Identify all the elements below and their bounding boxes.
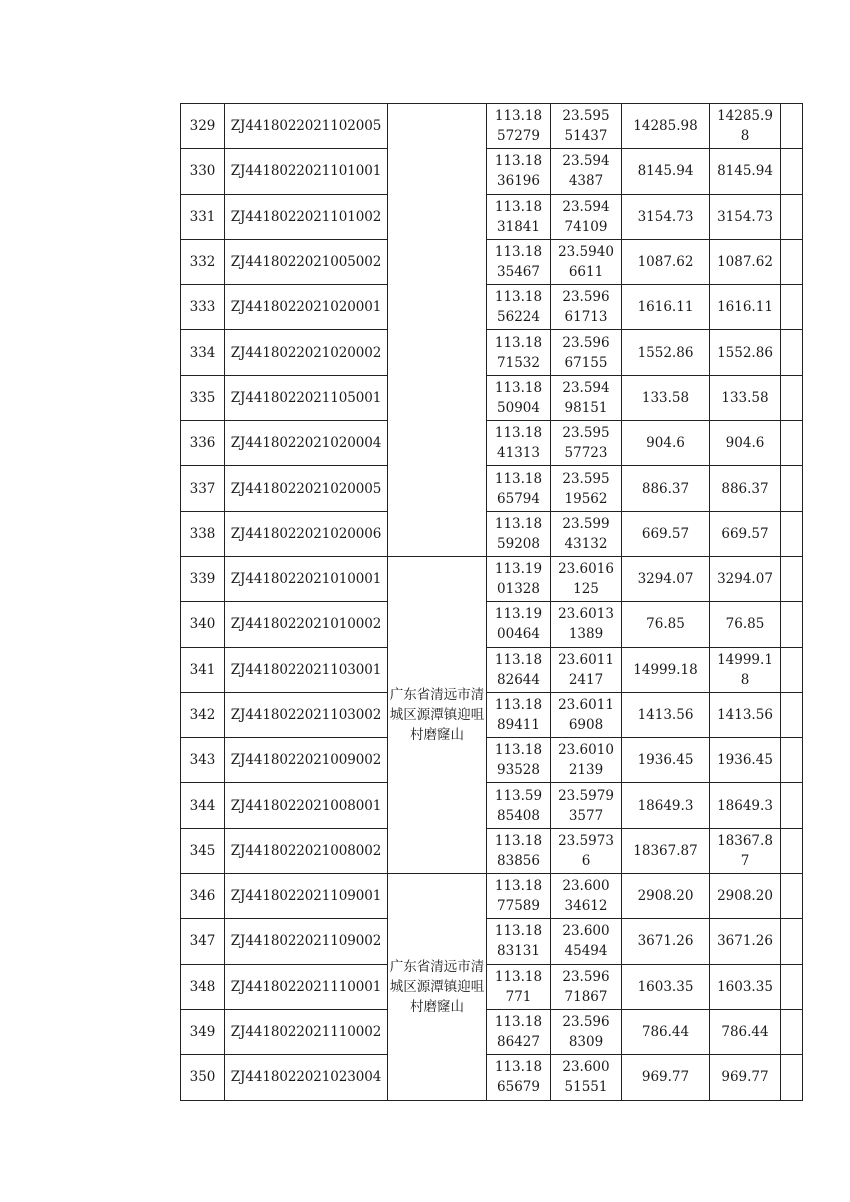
latitude-part: 51551 (564, 1079, 608, 1096)
latitude-part: 57723 (564, 445, 608, 462)
area-value-2 (710, 556, 781, 601)
note-cell (781, 1055, 803, 1100)
parcel-code: ZJ4418022021105001 (225, 375, 388, 420)
latitude-part: 6 (581, 852, 591, 869)
area-value-2 (710, 738, 781, 783)
latitude-part: 23.600 (562, 878, 610, 895)
row-number: 332 (181, 239, 225, 284)
latitude-cell (551, 692, 622, 737)
table-row (181, 964, 803, 1009)
table-row (181, 421, 803, 466)
area-value: 14999.18 (622, 647, 710, 692)
table-row (181, 149, 803, 194)
longitude-part: 36196 (497, 173, 540, 190)
longitude-part: 65794 (497, 490, 540, 507)
area-value-2-part: 1616.11 (717, 299, 773, 316)
longitude-part: 65679 (497, 1079, 540, 1096)
note-cell (781, 874, 803, 919)
longitude-part: 113.18 (494, 651, 543, 668)
longitude-cell (487, 421, 551, 466)
area-value-2-part: 133.58 (721, 389, 769, 406)
area-value-2-part: 1087.62 (717, 254, 773, 271)
area-value-2 (710, 602, 781, 647)
longitude-part: 59208 (497, 535, 540, 552)
area-value-2 (710, 466, 781, 511)
parcel-code: ZJ4418022021008002 (225, 828, 388, 873)
row-number: 348 (181, 964, 225, 1009)
longitude-part: 50904 (497, 399, 540, 416)
latitude-part: 61713 (564, 309, 608, 326)
area-value: 76.85 (622, 602, 710, 647)
area-value-2-part: 3154.73 (717, 208, 773, 225)
latitude-cell (551, 602, 622, 647)
longitude-part: 113.59 (494, 787, 543, 804)
latitude-part: 23.599 (562, 515, 610, 532)
area-value-2-part: 18367.8 (717, 832, 773, 849)
longitude-part: 113.18 (494, 742, 543, 759)
area-value-2 (710, 874, 781, 919)
note-cell (781, 964, 803, 1009)
longitude-part: 113.18 (494, 470, 543, 487)
area-value-2 (710, 1055, 781, 1100)
row-number: 335 (181, 375, 225, 420)
area-value: 3671.26 (622, 919, 710, 964)
longitude-cell (487, 104, 551, 149)
row-number: 334 (181, 330, 225, 375)
table-row (181, 104, 803, 149)
longitude-cell (487, 466, 551, 511)
note-cell (781, 647, 803, 692)
longitude-cell (487, 874, 551, 919)
latitude-part: 23.596 (562, 289, 610, 306)
row-number: 331 (181, 194, 225, 239)
note-cell (781, 466, 803, 511)
location-cell: 广东省清远市清城区源潭镇迎咀村磨窿山 (388, 874, 487, 1100)
longitude-part: 56224 (497, 309, 540, 326)
latitude-part: 23.595 (562, 470, 610, 487)
latitude-cell (551, 647, 622, 692)
parcel-code: ZJ4418022021109002 (225, 919, 388, 964)
row-number: 344 (181, 783, 225, 828)
latitude-cell (551, 738, 622, 783)
table-row (181, 466, 803, 511)
area-value-2-part: 14999.1 (717, 651, 773, 668)
longitude-cell (487, 511, 551, 556)
area-value: 1936.45 (622, 738, 710, 783)
area-value: 786.44 (622, 1009, 710, 1054)
longitude-part: 82644 (497, 671, 540, 688)
area-value-2 (710, 964, 781, 1009)
area-value: 886.37 (622, 466, 710, 511)
latitude-part: 2139 (568, 762, 604, 779)
row-number: 340 (181, 602, 225, 647)
area-value-2-part: 8 (740, 671, 750, 688)
area-value-2-part: 1413.56 (717, 707, 773, 723)
area-value-2-part: 969.77 (721, 1069, 769, 1086)
area-value: 14285.98 (622, 104, 710, 149)
area-value-2-part: 3671.26 (717, 933, 773, 950)
parcel-code: ZJ4418022021020004 (225, 421, 388, 466)
latitude-cell (551, 1009, 622, 1054)
area-value: 18649.3 (622, 783, 710, 828)
table-row (181, 1009, 803, 1054)
longitude-cell (487, 692, 551, 737)
longitude-cell (487, 964, 551, 1009)
table-row (181, 556, 803, 601)
area-value-2-part: 8 (740, 128, 750, 145)
longitude-cell (487, 149, 551, 194)
latitude-part: 23.596 (562, 1014, 610, 1031)
area-value-2 (710, 285, 781, 330)
latitude-part: 23.6011 (558, 651, 614, 668)
longitude-cell (487, 738, 551, 783)
longitude-cell (487, 647, 551, 692)
longitude-part: 113.18 (494, 198, 543, 215)
parcel-code: ZJ4418022021020002 (225, 330, 388, 375)
area-value-2-part: 904.6 (725, 435, 765, 452)
note-cell (781, 783, 803, 828)
latitude-cell (551, 466, 622, 511)
parcel-code: ZJ4418022021020005 (225, 466, 388, 511)
latitude-part: 8309 (568, 1034, 604, 1051)
latitude-cell (551, 556, 622, 601)
table-row (181, 602, 803, 647)
longitude-cell (487, 330, 551, 375)
area-value-2 (710, 692, 781, 737)
parcel-code: ZJ4418022021110001 (225, 964, 388, 1009)
longitude-part: 113.19 (494, 606, 543, 623)
longitude-cell (487, 783, 551, 828)
longitude-part: 35467 (497, 264, 540, 281)
latitude-part: 4387 (568, 173, 604, 190)
area-value-2 (710, 919, 781, 964)
table-row (181, 738, 803, 783)
area-value: 18367.87 (622, 828, 710, 873)
longitude-part: 86427 (497, 1034, 540, 1051)
area-value: 969.77 (622, 1055, 710, 1100)
parcel-code: ZJ4418022021020006 (225, 511, 388, 556)
longitude-part: 71532 (497, 354, 540, 371)
row-number: 346 (181, 874, 225, 919)
latitude-cell (551, 375, 622, 420)
table-row (181, 330, 803, 375)
parcel-code: ZJ4418022021010002 (225, 602, 388, 647)
table-row (181, 239, 803, 284)
row-number: 347 (181, 919, 225, 964)
parcel-code: ZJ4418022021101001 (225, 149, 388, 194)
longitude-cell (487, 375, 551, 420)
latitude-part: 23.595 (562, 425, 610, 442)
longitude-part: 113.18 (494, 515, 543, 532)
area-value: 669.57 (622, 511, 710, 556)
note-cell (781, 692, 803, 737)
longitude-part: 83856 (497, 852, 540, 869)
area-value-2-part: 18649.3 (717, 797, 773, 814)
area-value-2 (710, 375, 781, 420)
table-row (181, 874, 803, 919)
latitude-part: 51437 (564, 128, 608, 145)
longitude-part: 771 (505, 988, 532, 1005)
latitude-cell (551, 104, 622, 149)
latitude-cell (551, 285, 622, 330)
longitude-part: 113.18 (494, 968, 543, 985)
row-number: 350 (181, 1055, 225, 1100)
latitude-part: 98151 (564, 399, 608, 416)
area-value: 1616.11 (622, 285, 710, 330)
parcel-code: ZJ4418022021005002 (225, 239, 388, 284)
area-value-2 (710, 194, 781, 239)
longitude-cell (487, 556, 551, 601)
latitude-cell (551, 194, 622, 239)
table-row (181, 1055, 803, 1100)
note-cell (781, 239, 803, 284)
parcel-code: ZJ4418022021103002 (225, 692, 388, 737)
note-cell (781, 1009, 803, 1054)
row-number: 345 (181, 828, 225, 873)
area-value-2-part: 8145.94 (717, 163, 773, 180)
longitude-part: 00464 (497, 626, 540, 643)
area-value-2-part: 786.44 (721, 1024, 769, 1041)
parcel-code: ZJ4418022021009002 (225, 738, 388, 783)
note-cell (781, 421, 803, 466)
area-value-2 (710, 511, 781, 556)
note-cell (781, 330, 803, 375)
location-cell: 广东省清远市清城区源潭镇迎咀村磨窿山 (388, 556, 487, 873)
table-row (181, 647, 803, 692)
latitude-part: 23.5973 (558, 832, 614, 849)
longitude-cell (487, 285, 551, 330)
latitude-part: 67155 (564, 354, 608, 371)
latitude-part: 23.6013 (558, 606, 614, 623)
parcel-code: ZJ4418022021020001 (225, 285, 388, 330)
table-row (181, 194, 803, 239)
area-value-2-part: 2908.20 (717, 888, 773, 905)
row-number: 338 (181, 511, 225, 556)
latitude-part: 3577 (568, 807, 604, 824)
longitude-cell (487, 1055, 551, 1100)
longitude-cell (487, 602, 551, 647)
longitude-part: 113.18 (494, 244, 543, 261)
longitude-part: 41313 (497, 445, 540, 462)
longitude-part: 113.18 (494, 334, 543, 351)
longitude-part: 93528 (497, 762, 540, 779)
area-value-2 (710, 330, 781, 375)
area-value-2-part: 14285.9 (717, 108, 773, 125)
area-value-2-part: 76.85 (725, 616, 765, 633)
latitude-part: 1389 (568, 626, 604, 643)
area-value-2-part: 1552.86 (717, 344, 773, 361)
note-cell (781, 285, 803, 330)
area-value: 2908.20 (622, 874, 710, 919)
longitude-part: 113.19 (494, 561, 543, 578)
longitude-cell (487, 919, 551, 964)
longitude-part: 85408 (497, 807, 540, 824)
area-value: 1552.86 (622, 330, 710, 375)
latitude-part: 23.6011 (558, 697, 614, 713)
area-value-2-part: 1603.35 (717, 978, 773, 995)
row-number: 333 (181, 285, 225, 330)
row-number: 342 (181, 692, 225, 737)
longitude-part: 113.18 (494, 697, 543, 713)
area-value: 3294.07 (622, 556, 710, 601)
area-value-2-part: 886.37 (721, 480, 769, 497)
area-value: 904.6 (622, 421, 710, 466)
latitude-part: 23.596 (562, 334, 610, 351)
longitude-part: 113.18 (494, 108, 543, 125)
note-cell (781, 194, 803, 239)
area-value-2 (710, 104, 781, 149)
longitude-cell (487, 239, 551, 284)
area-value: 1413.56 (622, 692, 710, 737)
latitude-part: 23.594 (562, 153, 610, 170)
table-row (181, 828, 803, 873)
parcel-code: ZJ4418022021101002 (225, 194, 388, 239)
note-cell (781, 602, 803, 647)
latitude-part: 23.600 (562, 923, 610, 940)
longitude-part: 31841 (497, 218, 540, 235)
row-number: 339 (181, 556, 225, 601)
longitude-part: 83131 (497, 943, 540, 960)
table-row (181, 692, 803, 737)
latitude-part: 23.6016 (558, 561, 614, 578)
note-cell (781, 738, 803, 783)
area-value: 1603.35 (622, 964, 710, 1009)
area-value: 3154.73 (622, 194, 710, 239)
note-cell (781, 149, 803, 194)
latitude-part: 23.5979 (558, 787, 614, 804)
note-cell (781, 511, 803, 556)
table-row (181, 511, 803, 556)
area-value-2-part: 7 (740, 852, 750, 869)
table-row (181, 783, 803, 828)
area-value-2-part: 3294.07 (717, 571, 773, 588)
row-number: 343 (181, 738, 225, 783)
parcel-code: ZJ4418022021008001 (225, 783, 388, 828)
latitude-part: 6611 (568, 264, 604, 281)
longitude-part: 113.18 (494, 1059, 543, 1076)
longitude-part: 113.18 (494, 425, 543, 442)
longitude-cell (487, 194, 551, 239)
area-value: 8145.94 (622, 149, 710, 194)
latitude-cell (551, 783, 622, 828)
parcel-code: ZJ4418022021103001 (225, 647, 388, 692)
area-value-2 (710, 1009, 781, 1054)
latitude-part: 34612 (564, 898, 608, 915)
parcel-code: ZJ4418022021110002 (225, 1009, 388, 1054)
longitude-part: 113.18 (494, 878, 543, 895)
land-parcel-table (180, 103, 803, 1101)
longitude-part: 77589 (497, 898, 540, 915)
longitude-part: 113.18 (494, 923, 543, 940)
latitude-cell (551, 964, 622, 1009)
row-number: 330 (181, 149, 225, 194)
longitude-part: 89411 (497, 717, 540, 733)
parcel-code: ZJ4418022021102005 (225, 104, 388, 149)
longitude-part: 113.18 (494, 289, 543, 306)
latitude-part: 71867 (564, 988, 608, 1005)
latitude-cell (551, 239, 622, 284)
row-number: 337 (181, 466, 225, 511)
latitude-part: 74109 (564, 218, 608, 235)
latitude-part: 23.600 (562, 1059, 610, 1076)
note-cell (781, 556, 803, 601)
note-cell (781, 375, 803, 420)
table-row (181, 919, 803, 964)
latitude-part: 6908 (568, 717, 604, 733)
latitude-part: 23.5940 (558, 244, 614, 261)
note-cell (781, 828, 803, 873)
longitude-part: 113.18 (494, 1014, 543, 1031)
latitude-part: 23.594 (562, 379, 610, 396)
longitude-cell (487, 1009, 551, 1054)
latitude-cell (551, 330, 622, 375)
table-row (181, 375, 803, 420)
area-value: 133.58 (622, 375, 710, 420)
area-value-2-part: 669.57 (721, 525, 769, 542)
latitude-part: 23.595 (562, 108, 610, 125)
latitude-cell (551, 511, 622, 556)
longitude-part: 113.18 (494, 379, 543, 396)
location-cell (388, 104, 487, 557)
latitude-cell (551, 149, 622, 194)
note-cell (781, 104, 803, 149)
latitude-cell (551, 919, 622, 964)
parcel-code: ZJ4418022021010001 (225, 556, 388, 601)
latitude-part: 23.594 (562, 198, 610, 215)
longitude-part: 01328 (497, 581, 540, 598)
latitude-cell (551, 874, 622, 919)
area-value-2-part: 1936.45 (717, 752, 773, 769)
area-value-2 (710, 647, 781, 692)
latitude-part: 125 (573, 581, 599, 598)
latitude-part: 43132 (564, 535, 608, 552)
parcel-code: ZJ4418022021109001 (225, 874, 388, 919)
longitude-cell (487, 828, 551, 873)
latitude-cell (551, 421, 622, 466)
parcel-code: ZJ4418022021023004 (225, 1055, 388, 1100)
area-value-2 (710, 421, 781, 466)
latitude-part: 19562 (564, 490, 608, 507)
area-value: 1087.62 (622, 239, 710, 284)
row-number: 341 (181, 647, 225, 692)
area-value-2 (710, 828, 781, 873)
area-value-2 (710, 239, 781, 284)
area-value-2 (710, 149, 781, 194)
latitude-part: 23.6010 (558, 742, 614, 759)
longitude-part: 57279 (497, 128, 540, 145)
latitude-part: 23.596 (562, 968, 610, 985)
row-number: 336 (181, 421, 225, 466)
latitude-cell (551, 1055, 622, 1100)
longitude-part: 113.18 (494, 153, 543, 170)
area-value-2 (710, 783, 781, 828)
latitude-part: 45494 (564, 943, 608, 960)
row-number: 349 (181, 1009, 225, 1054)
table-row (181, 285, 803, 330)
row-number: 329 (181, 104, 225, 149)
latitude-part: 2417 (568, 671, 604, 688)
longitude-part: 113.18 (494, 832, 543, 849)
latitude-cell (551, 828, 622, 873)
note-cell (781, 919, 803, 964)
